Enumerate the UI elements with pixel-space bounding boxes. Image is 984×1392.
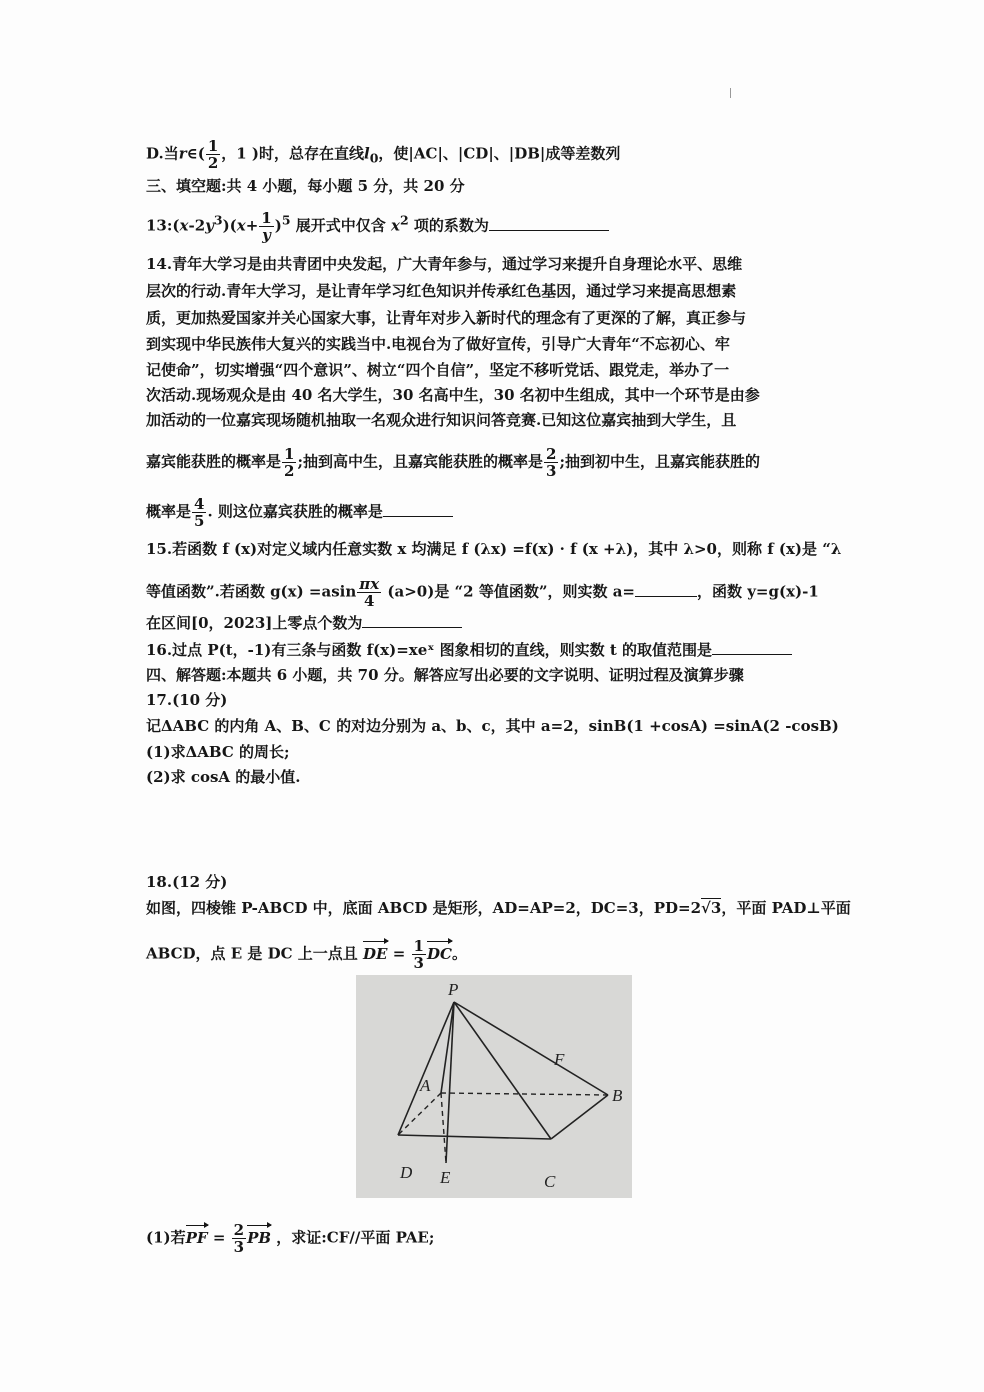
answer-blank (635, 582, 697, 597)
question-18-stem: ABCD，点 E 是 DC 上一点且 DE = $\frac{1}{3}$ DC。 (146, 937, 467, 972)
question-18-stem: 如图，四棱锥 P-ABCD 中，底面 ABCD 是矩形，AD=AP=2，DC=3，PD=2√3，平面 PAD⊥平面 (146, 899, 851, 917)
question-14-line: 14.青年大学习是由共青团中央发起，广大青年参与，通过学习来提升自身理论水平、思维 (146, 255, 743, 273)
question-13: $13:(x-2y^3)(x+$ $\frac{1}{y}$ )$^5$ 展开式中仅含 $x^2$ 项的系数为 (146, 210, 609, 243)
answer-blank (712, 640, 792, 655)
label-a: A (420, 1076, 431, 1095)
question-14-line: 质，更加热爱国家并关心国家大事，让青年对步入新时代的理念有了更深的了解，真正参与 (146, 309, 747, 327)
question-14-line: 到实现中华民族伟大复兴的实践当中.电视台为了做好宣传，引导广大青年“不忘初心、牢 (146, 335, 730, 353)
question-14-line: 记使命”，切实增强“四个意识”、树立“四个自信”，坚定不移听党话、跟党走，举办了一 (146, 361, 730, 379)
answer-blank (362, 613, 462, 628)
answer-blank (489, 216, 609, 231)
question-14-line: 次活动.现场观众是由 40 名大学生，30 名高中生，30 名初中生组成，其中一个环节是由参 (146, 386, 760, 404)
label-e: E (440, 1168, 451, 1187)
edge-ae (441, 1093, 446, 1163)
question-14-line: 概率是 $\frac{4}{5}$ . 则这位嘉宾获胜的概率是 (146, 496, 453, 529)
edge-dc (398, 1135, 551, 1139)
edge-pb (454, 1002, 608, 1095)
label-c: C (544, 1172, 556, 1191)
margin-mark (730, 88, 731, 98)
label-b: B (612, 1086, 623, 1105)
question-14-line: 加活动的一位嘉宾现场随机抽取一名观众进行知识问答竞赛.已知这位嘉宾抽到大学生，且 (146, 411, 737, 429)
question-16: 16.过点 P(t，-1)有三条与函数 f(x)=xeˣ 图象相切的直线，则实数 t 的取值范围是 (146, 640, 792, 660)
question-18-part1: (1)若PF = $\frac{2}{3}$ PB ，求证:CF//平面 PAE; (146, 1221, 435, 1256)
section-fill-blank-heading: 三、填空题:共 4 小题，每小题 5 分，共 20 分 (146, 177, 465, 195)
option-d: D.当r∈( $\frac{1}{2}$ ，1 )时，总存在直线$l_0$，使|AC|、|CD|、|DB|成等差数列 (146, 137, 621, 172)
question-17-part1: (1)求ΔABC 的周长; (146, 743, 290, 761)
fraction: $\frac{1}{2}$ (207, 137, 219, 172)
question-14-line: 嘉宾能获胜的概率是 $\frac{1}{2}$ ;抽到高中生，且嘉宾能获胜的概率是 $\frac{2}{3}$ ;抽到初中生，且嘉宾能获胜的 (146, 445, 760, 480)
question-15-line: 等值函数”.若函数 g(x) =asin $\frac{\pi x}{4}$ (a>0)是 “2 等值函数”，则实数 a= ，函数 y=g(x)-1 (146, 575, 819, 610)
edge-pd (398, 1002, 454, 1135)
answer-blank (383, 502, 453, 517)
pyramid-figure (356, 975, 632, 1198)
question-14-line: 层次的行动.青年大学习，是让青年学习红色知识并传承红色基因，通过学习来提高思想素 (146, 282, 737, 300)
edge-ad (398, 1093, 441, 1135)
question-15-line: 在区间[0，2023]上零点个数为 (146, 613, 462, 633)
question-17-part2: (2)求 cosA 的最小值. (146, 768, 301, 786)
label-f: F (554, 1050, 565, 1069)
question-17-stem: 记ΔABC 的内角 A、B、C 的对边分别为 a、b、c，其中 a=2，sinB(1 +cosA) =sinA(2 -cosB) (146, 717, 839, 735)
pyramid-diagram (356, 975, 632, 1198)
question-15-line: 15.若函数 f (x)对定义域内任意实数 x 均满足 f (λx) =f(x) · f (x +λ)，其中 λ>0，则称 f (x)是 “λ (146, 540, 842, 558)
question-17-heading: 17.(10 分) (146, 691, 228, 709)
section-answer-heading: 四、解答题:本题共 6 小题，共 70 分。解答应写出必要的文字说明、证明过程及演算步骤 (146, 666, 744, 684)
edge-ab (441, 1093, 608, 1095)
label-d: D (400, 1163, 413, 1182)
edge-cb (551, 1095, 608, 1139)
label-p: P (448, 980, 459, 999)
question-18-heading: 18.(12 分) (146, 873, 228, 891)
edge-pc (454, 1002, 551, 1139)
